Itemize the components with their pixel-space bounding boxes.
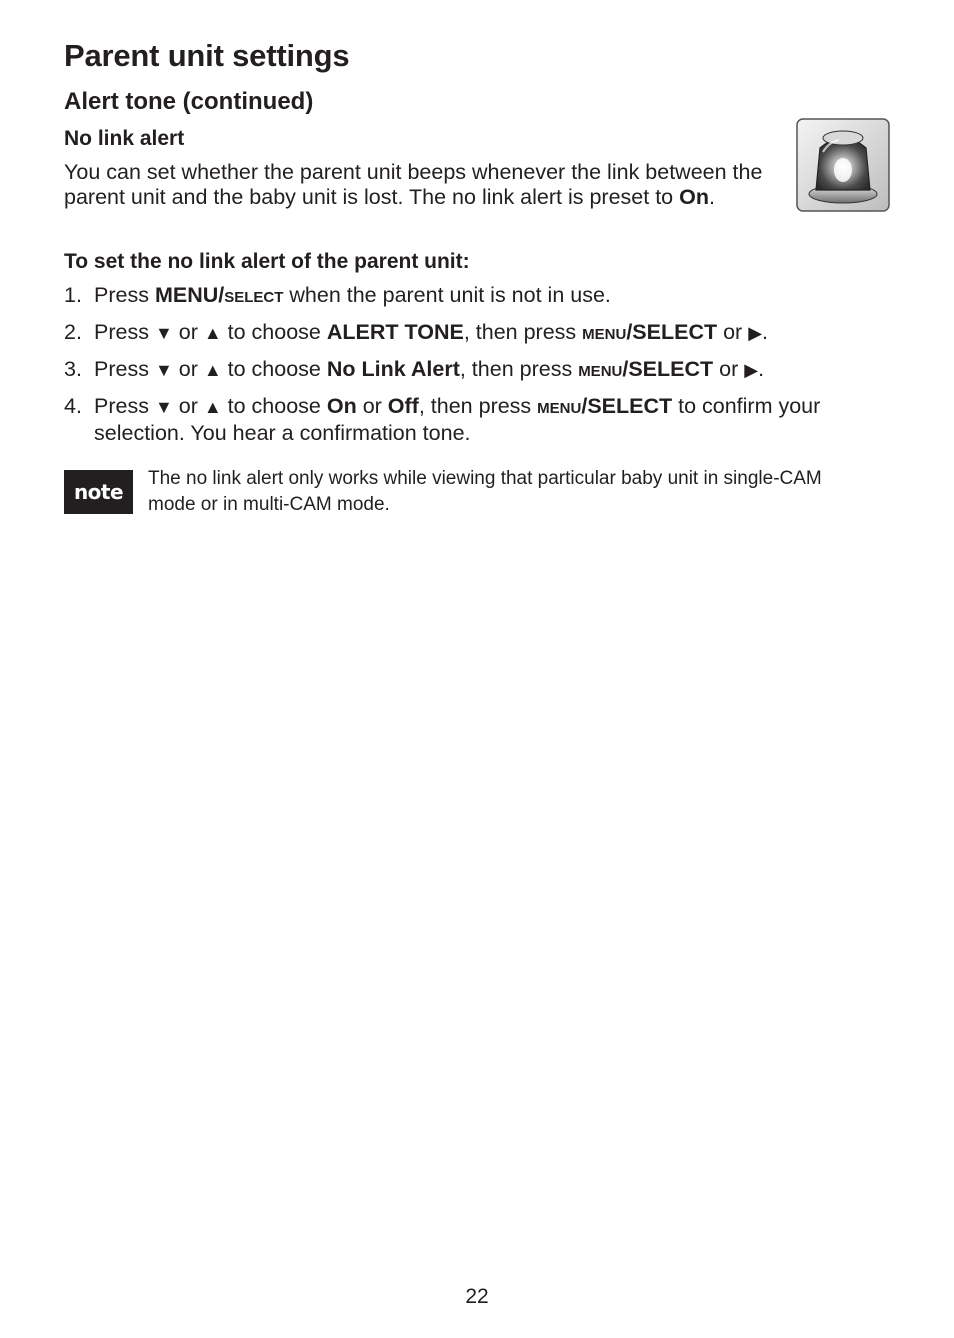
intro-end: . [708, 185, 715, 209]
step-4 [64, 394, 874, 446]
key-select: SELECT [224, 289, 284, 306]
key-select: /SELECT [626, 320, 718, 344]
step-text: to choose [221, 320, 327, 344]
step-text: or [172, 357, 204, 381]
step-text: or [172, 394, 204, 418]
up-arrow-icon: ▲ [203, 360, 222, 380]
step-text: , then press [459, 357, 579, 381]
step-text: or [172, 320, 204, 344]
intro-text: You can set whether the parent unit beeps whenever the link between the parent unit and the baby unit is lost. The no link alert is preset to [64, 160, 763, 209]
note-badge: note [64, 470, 133, 514]
page-number: 22 [465, 1285, 489, 1308]
key-menu: MENU [578, 363, 623, 380]
right-arrow-icon: ▶ [748, 323, 763, 343]
intro-default-value: On [679, 185, 709, 209]
key-select: /SELECT [581, 394, 673, 418]
step-text: Press [94, 394, 155, 418]
up-arrow-icon: ▲ [203, 323, 222, 343]
step-1 [64, 283, 874, 310]
down-arrow-icon: ▼ [154, 397, 173, 417]
step-text: , then press [418, 394, 538, 418]
section-heading: Alert tone (continued) [64, 88, 314, 115]
key-menu: MENU/ [154, 283, 225, 307]
step-text: or [356, 394, 388, 418]
up-arrow-icon: ▲ [203, 397, 222, 417]
step-text: . [758, 357, 765, 381]
step-text: to choose [221, 394, 327, 418]
option-off: Off [387, 394, 419, 418]
down-arrow-icon: ▼ [154, 360, 173, 380]
step-text: Press [94, 283, 155, 307]
intro-paragraph [64, 160, 789, 210]
step-text: or [717, 320, 749, 344]
step-2 [64, 320, 874, 347]
note-text: The no link alert only works while viewing that particular baby unit in single-CAM mode or in multi-CAM mode. [148, 468, 822, 515]
steps-list [64, 283, 874, 456]
siren-alert-icon [796, 118, 890, 212]
key-menu: MENU [537, 400, 582, 417]
step-number: 1. [64, 283, 82, 307]
menu-option: ALERT TONE [326, 320, 464, 344]
step-text: , then press [463, 320, 583, 344]
step-text: Press [94, 357, 155, 381]
step-number: 4. [64, 394, 82, 418]
step-number: 3. [64, 357, 82, 381]
right-arrow-icon: ▶ [744, 360, 759, 380]
step-text: when the parent unit is not in use. [283, 283, 611, 307]
down-arrow-icon: ▼ [154, 323, 173, 343]
menu-option: No Link Alert [326, 357, 460, 381]
step-text: or [713, 357, 745, 381]
step-text: to choose [221, 357, 327, 381]
step-text: to confirm your selection. You hear a confirmation tone. [94, 394, 821, 445]
step-number: 2. [64, 320, 82, 344]
step-3 [64, 357, 874, 384]
option-on: On [326, 394, 357, 418]
key-select: /SELECT [622, 357, 714, 381]
step-text: . [762, 320, 769, 344]
steps-heading: To set the no link alert of the parent unit: [64, 250, 470, 273]
step-text: Press [94, 320, 155, 344]
page-title: Parent unit settings [64, 38, 350, 73]
key-menu: MENU [582, 326, 627, 343]
subsection-heading: No link alert [64, 127, 185, 150]
